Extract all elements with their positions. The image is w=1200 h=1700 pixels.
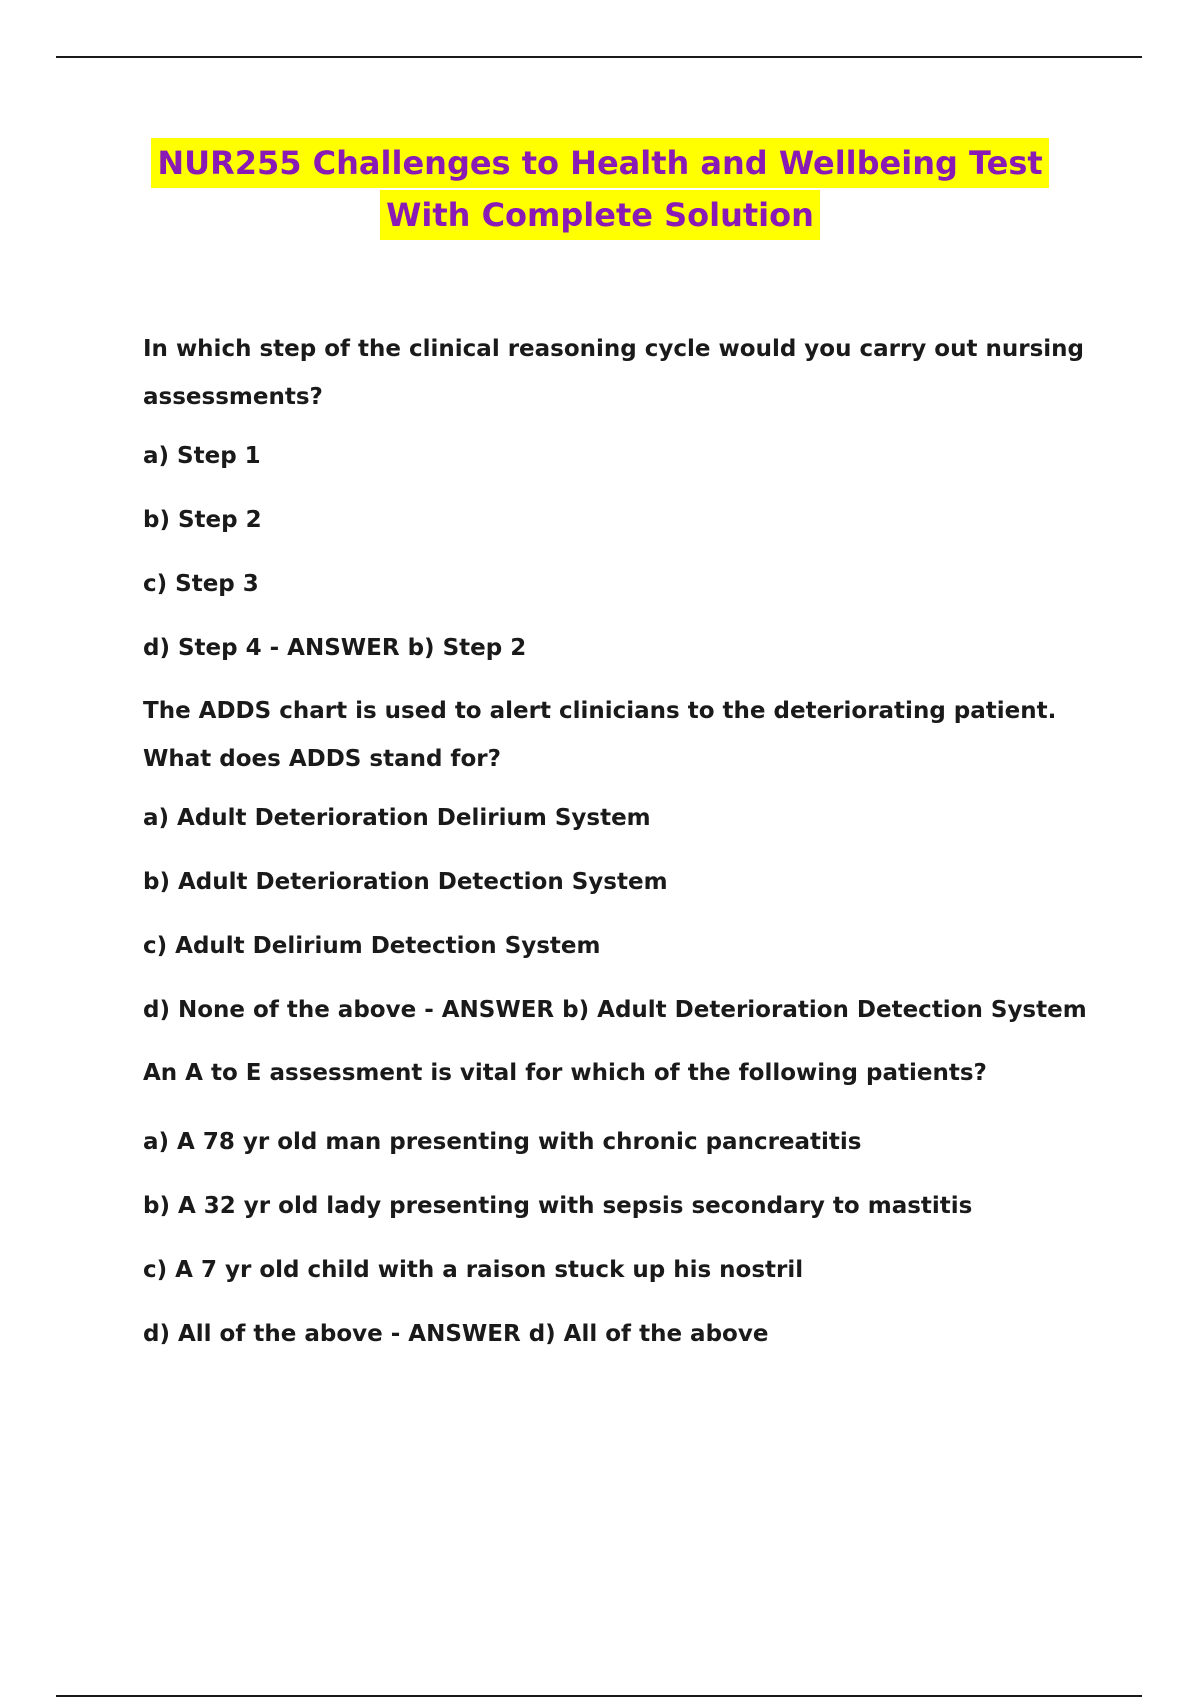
question-list: [143, 334, 1093, 1349]
option-d-answer: d) All of the above - ANSWER d) All of the above: [143, 1321, 769, 1347]
question-3: [143, 1049, 1093, 1349]
question-text: The ADDS chart is used to alert clinicians to the deteriorating patient. What does ADDS stand for?: [143, 698, 1057, 772]
option-b: b) Step 2: [143, 507, 262, 533]
document-title: [0, 138, 1200, 242]
option-c: c) A 7 yr old child with a raison stuck up his nostril: [143, 1257, 804, 1283]
option-c: c) Step 3: [143, 571, 259, 597]
title-line-2: With Complete Solution: [380, 190, 820, 240]
option-d-answer: d) Step 4 - ANSWER b) Step 2: [143, 635, 527, 661]
option-b: b) A 32 yr old lady presenting with sepsis secondary to mastitis: [143, 1193, 973, 1219]
option-d-answer: d) None of the above - ANSWER b) Adult Deterioration Detection System: [143, 997, 1087, 1023]
option-a: a) A 78 yr old man presenting with chronic pancreatitis: [143, 1129, 862, 1155]
question-2: [143, 687, 1093, 1025]
top-rule: [56, 56, 1142, 58]
option-a: a) Adult Deterioration Delirium System: [143, 805, 651, 831]
bottom-rule: [56, 1695, 1142, 1697]
option-c: c) Adult Delirium Detection System: [143, 933, 601, 959]
title-line-1: NUR255 Challenges to Health and Wellbeing Test: [151, 138, 1048, 188]
option-a: a) Step 1: [143, 443, 261, 469]
option-b: b) Adult Deterioration Detection System: [143, 869, 668, 895]
question-text: In which step of the clinical reasoning cycle would you carry out nursing assessments?: [143, 336, 1084, 410]
question-text: An A to E assessment is vital for which of the following patients?: [143, 1060, 987, 1086]
question-1: [143, 325, 1093, 663]
